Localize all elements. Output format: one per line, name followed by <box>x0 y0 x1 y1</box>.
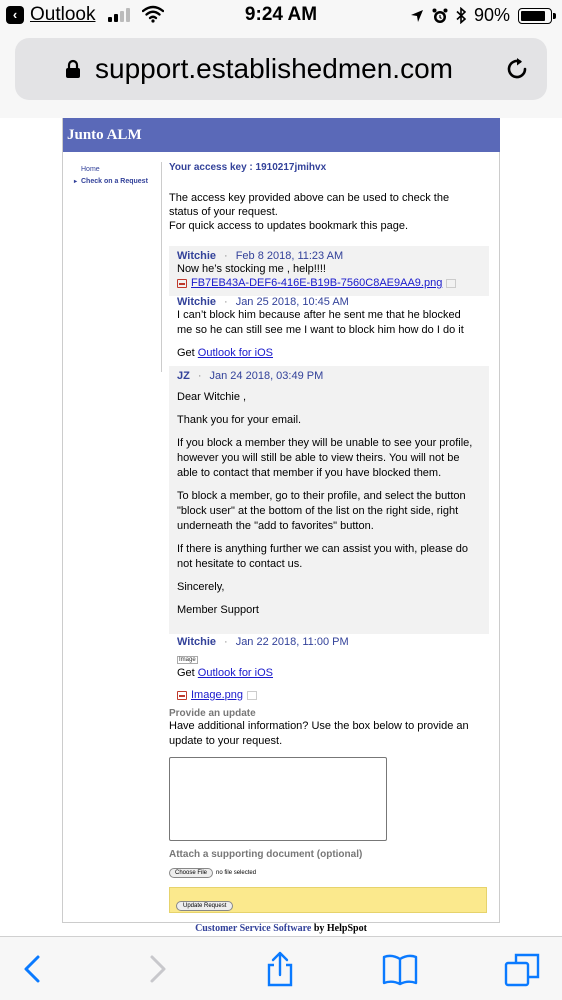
get-outlook-line <box>177 346 481 361</box>
message-paragraph: If there is anything further we can assist you with, please do not hesitate to contact us. <box>177 543 469 570</box>
access-key: Your access key : 1910217jmihvx <box>169 162 327 173</box>
separator-dot: · <box>224 296 228 308</box>
outlook-ios-link[interactable]: Outlook for iOS <box>197 667 273 679</box>
file-icon <box>177 691 187 700</box>
message-paragraph: Thank you for your email. <box>177 414 302 426</box>
intro-line: The access key provided above can be used to check the <box>169 192 450 204</box>
footer-link[interactable]: Customer Service Software <box>195 923 312 934</box>
message-date: Jan 25 2018, 10:45 AM <box>235 296 349 308</box>
message-header <box>177 370 481 382</box>
intro-line: status of your request. <box>169 206 278 218</box>
intro-line: For quick access to updates bookmark this page. <box>169 220 409 232</box>
instruction-line: update to your request. <box>169 735 283 747</box>
address-bar[interactable] <box>15 38 547 100</box>
message-body <box>177 390 481 618</box>
nav-home[interactable]: Home <box>81 166 100 173</box>
reload-icon[interactable] <box>503 55 531 83</box>
message-header <box>177 296 481 308</box>
update-textarea[interactable] <box>169 757 387 841</box>
nav-check-request-label: Check on a Request <box>81 178 148 185</box>
location-icon <box>410 9 424 23</box>
back-icon[interactable] <box>16 951 52 987</box>
attach-title: Attach a supporting document (optional) <box>169 849 363 860</box>
message-body: Now he’s stocking me , help!!!! <box>177 263 326 275</box>
message-3 <box>169 366 489 634</box>
bookmarks-icon[interactable] <box>382 951 418 987</box>
update-title: Provide an update <box>169 708 256 719</box>
separator-dot: · <box>197 370 202 382</box>
attachment-link[interactable] <box>177 689 481 701</box>
update-section <box>169 708 489 913</box>
message-date: Jan 22 2018, 11:00 PM <box>235 636 349 648</box>
battery-level <box>521 11 545 21</box>
inline-image: Image <box>179 657 196 663</box>
message-paragraph: If you block a member they will be unable to see your profile, however you will still be able to view theirs. You will not be able to contact that member if you have blocked them. <box>177 437 473 479</box>
message-2 <box>169 296 489 366</box>
side-navigation <box>71 164 159 188</box>
site-header: Junto ALM <box>63 118 500 152</box>
lock-icon <box>65 59 81 79</box>
message-4 <box>169 636 489 701</box>
get-text: Get <box>177 667 198 679</box>
update-instructions <box>169 719 489 749</box>
no-file-label: no file selected <box>216 870 257 876</box>
get-text: Get <box>177 347 198 359</box>
update-request-button[interactable]: Update Request <box>176 901 233 911</box>
footer-credit <box>0 923 562 934</box>
submit-bar <box>169 887 487 913</box>
intro-text <box>169 191 489 233</box>
status-time: 9:24 AM <box>244 4 318 25</box>
message-author: Witchie <box>177 296 217 308</box>
nav-divider <box>161 162 162 372</box>
bluetooth-icon <box>456 7 466 24</box>
attachment-link[interactable] <box>177 277 481 289</box>
file-icon <box>177 279 187 288</box>
instruction-line: Have additional information? Use the box below to provide an <box>169 720 469 732</box>
image-placeholder-icon <box>446 279 456 288</box>
request-summary <box>169 162 489 233</box>
outlook-ios-link[interactable]: Outlook for iOS <box>197 347 273 359</box>
message-paragraph: Sincerely, <box>177 581 225 593</box>
separator-dot: · <box>224 636 228 648</box>
share-icon[interactable] <box>262 951 298 987</box>
page-frame <box>62 118 500 923</box>
message-header <box>177 636 481 648</box>
message-date: Jan 24 2018, 03:49 PM <box>209 370 324 382</box>
battery-percent: 90% <box>473 5 510 25</box>
image-placeholder-icon <box>247 691 257 700</box>
status-bar <box>0 0 562 32</box>
nav-check-request[interactable] <box>71 176 159 188</box>
forward-icon[interactable] <box>138 951 174 987</box>
message-paragraph: Member Support <box>177 604 259 616</box>
tabs-icon[interactable] <box>504 951 540 987</box>
message-body <box>177 308 481 361</box>
message-date: Feb 8 2018, 11:23 AM <box>235 250 344 262</box>
browser-toolbar <box>0 936 562 1000</box>
back-to-app-icon[interactable]: ‹ <box>6 6 24 24</box>
attachment-name: FB7EB43A-DEF6-416E-B19B-7560C8AE9AA9.png <box>191 277 443 289</box>
message-author: Witchie <box>177 636 217 648</box>
bullet-icon: ▸ <box>74 179 78 185</box>
battery-icon <box>518 8 552 24</box>
message-author: Witchie <box>177 250 217 262</box>
attachment-name: Image.png <box>191 689 243 701</box>
file-input <box>169 861 489 879</box>
alarm-icon <box>432 8 448 24</box>
separator-dot: · <box>224 250 228 262</box>
get-outlook-line <box>177 666 481 681</box>
message-paragraph: To block a member, go to their profile, and select the button "block user" at the bottom of the list on the right side, right underneath the "add to favorites" button. <box>177 490 466 532</box>
web-content <box>0 118 562 940</box>
body-line: me so he can still see me I want to block him how do I do it <box>177 324 464 336</box>
message-header <box>177 250 481 262</box>
footer-by: by HelpSpot <box>311 923 367 934</box>
body-line: I can’t block him because after he sent me that he blocked <box>177 309 461 321</box>
message-1 <box>169 246 489 296</box>
url-text[interactable]: support.establishedmen.com <box>95 53 453 84</box>
back-to-app-label[interactable]: Outlook <box>30 4 96 25</box>
message-author: JZ <box>177 370 190 382</box>
message-paragraph: Dear Witchie , <box>177 391 247 403</box>
choose-file-button[interactable]: Choose File <box>169 868 213 878</box>
